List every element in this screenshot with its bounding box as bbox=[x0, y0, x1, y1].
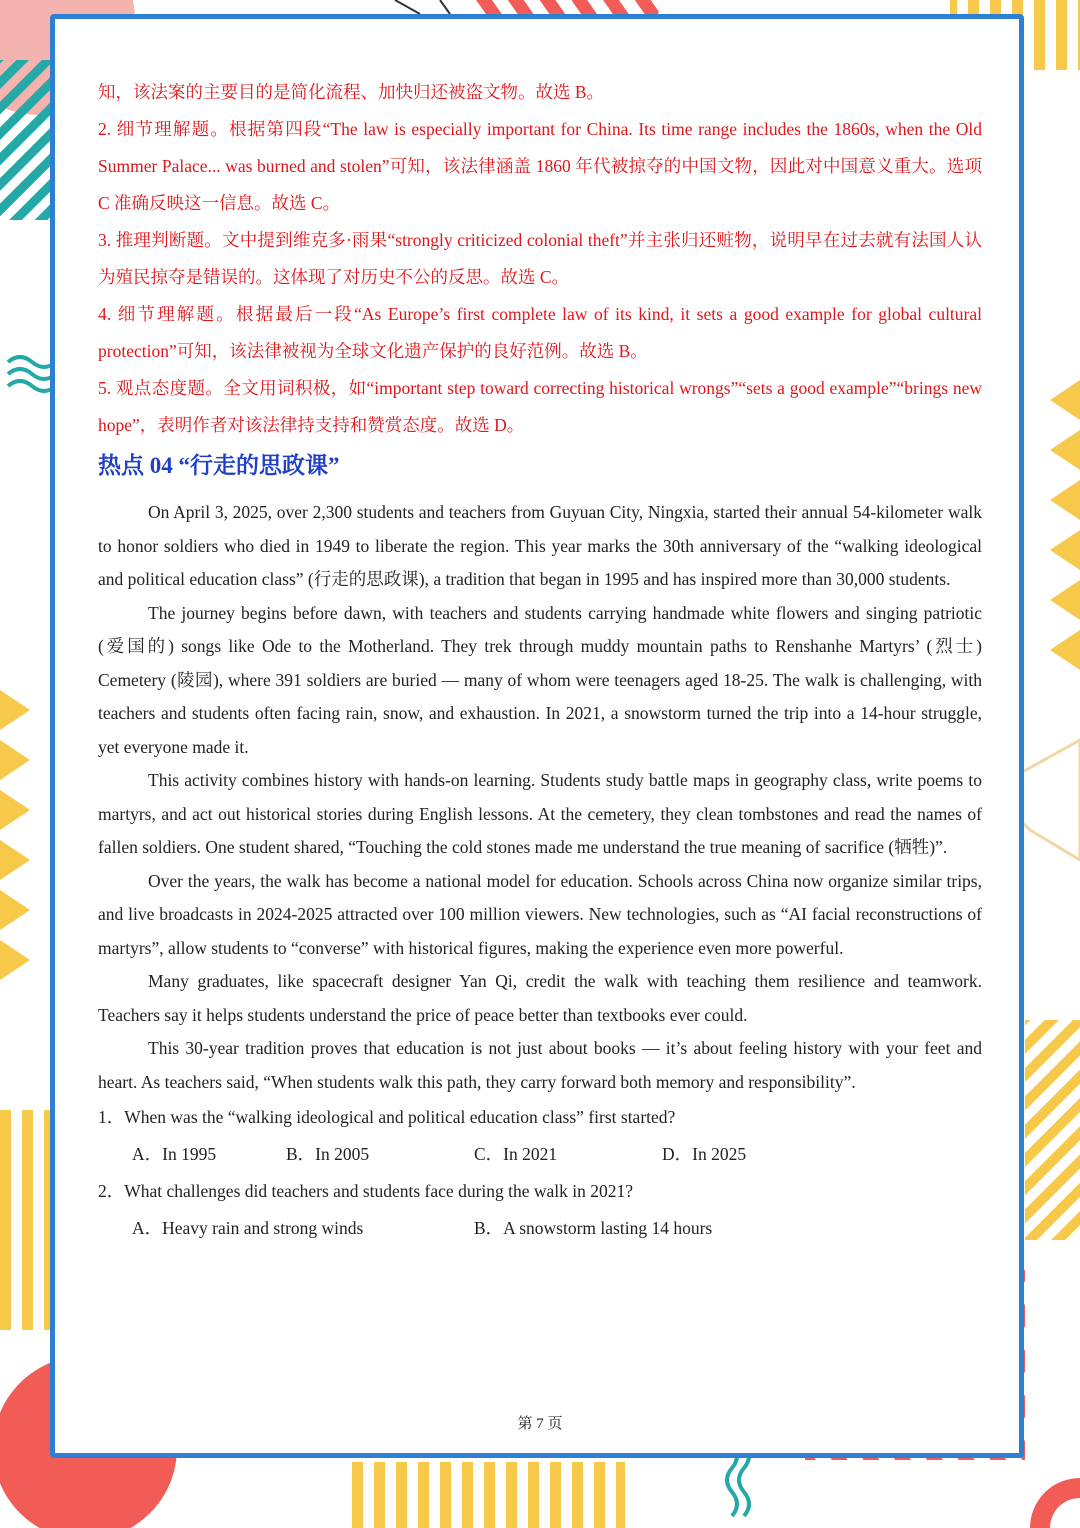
article-paragraph: This activity combines history with hands-on learning. Students study battle maps in geography class, write poems to martyrs, and act out historical stories during English lessons. At the cemetery, they clean tombstones and read the names of fallen soldiers. One student shared, “Touching the cold stones made me understand the true meaning of sacrifice (牺牲)”. bbox=[98, 770, 982, 857]
question-options bbox=[98, 1136, 982, 1173]
answer-explanation: 2. 细节理解题。根据第四段“The law is especially important for China. Its time range includes the 1860s, when the Old Summer Palace... was burned and stolen”可知，该法律涵盖 1860 年代被掠夺的中国文物，因此对中国意义重大。选项 C 准确反映这一信息。故选 C。 bbox=[98, 119, 982, 213]
answer-explanation: 3. 推理判断题。文中提到维克多·雨果“strongly criticized colonial theft”并主张归还赃物，说明早在过去就有法国人认为殖民掠夺是错误的。这体现了对历史不公的反思。故选 C。 bbox=[98, 230, 982, 287]
answer-explanation: 知，该法案的主要目的是简化流程、加快归还被盗文物。故选 B。 bbox=[98, 82, 605, 102]
page-content bbox=[98, 74, 982, 1247]
article bbox=[98, 496, 982, 1099]
option-b: B．A snowstorm lasting 14 hours bbox=[474, 1218, 713, 1238]
option-c: C．In 2021 bbox=[474, 1144, 558, 1164]
section-title: 热点 04 “行走的思政课” bbox=[98, 453, 340, 478]
article-paragraph: This 30-year tradition proves that education is not just about books — it’s about feeling history with your feet and heart. As teachers said, “When students walk this path, they carry forward both memory and responsibility”. bbox=[98, 1038, 982, 1092]
option-b: B．In 2005 bbox=[286, 1144, 370, 1164]
option-d: D．In 2025 bbox=[662, 1144, 747, 1164]
article-paragraph: Over the years, the walk has become a national model for education. Schools across China now organize similar trips, and live broadcasts in 2024-2025 attracted over 100 million viewers. New technologies, such as “AI facial reconstructions of martyrs”, allow students to “converse” with historical figures, making the experience even more powerful. bbox=[98, 870, 982, 958]
answer-explanation: 5. 观点态度题。全文用词积极，如“important step toward correcting historical wrongs”“sets a good example”“brings new hope”，表明作者对该法律持支持和赞赏态度。故选 D。 bbox=[98, 378, 982, 435]
question-1 bbox=[98, 1099, 982, 1173]
answer-explanations bbox=[98, 74, 982, 444]
article-paragraph: On April 3, 2025, over 2,300 students and teachers from Guyuan City, Ningxia, started their annual 54-kilometer walk to honor soldiers who died in 1949 to liberate the region. This year marks the 30th anniversary of the “walking ideological and political education class” (行走的思政课), a tradition that began in 1995 and has inspired more than 30,000 students. bbox=[98, 502, 982, 589]
option-a: A．Heavy rain and strong winds bbox=[132, 1218, 364, 1238]
question-stem: 2．What challenges did teachers and students face during the walk in 2021? bbox=[98, 1181, 634, 1201]
page-number: 第 7 页 bbox=[517, 1416, 563, 1432]
option-a: A．In 1995 bbox=[132, 1144, 217, 1164]
answer-explanation: 4. 细节理解题。根据最后一段“As Europe’s first complete law of its kind, it sets a good example for global cultural protection”可知，该法律被视为全球文化遗产保护的良好范例。故选 B。 bbox=[98, 304, 982, 361]
article-paragraph: The journey begins before dawn, with teachers and students carrying handmade white flowers and singing patriotic (爱国的) songs like Ode to the Motherland. They trek through muddy mountain paths to Renshanhe Martyrs’ (烈士) Cemetery (陵园), where 391 soldiers are buried — many of whom were teenagers aged 18-25. The walk is challenging, with teachers and students often facing rain, snow, and exhaustion. In 2021, a snowstorm turned the trip into a 14-hour struggle, yet everyone made it. bbox=[98, 602, 982, 757]
question-options bbox=[98, 1210, 982, 1247]
article-paragraph: Many graduates, like spacecraft designer Yan Qi, credit the walk with teaching them resilience and teamwork. Teachers say it helps students understand the price of peace better than textbooks ever could. bbox=[98, 971, 982, 1025]
question-stem: 1．When was the “walking ideological and political education class” first started? bbox=[98, 1107, 676, 1127]
question-2 bbox=[98, 1173, 982, 1247]
